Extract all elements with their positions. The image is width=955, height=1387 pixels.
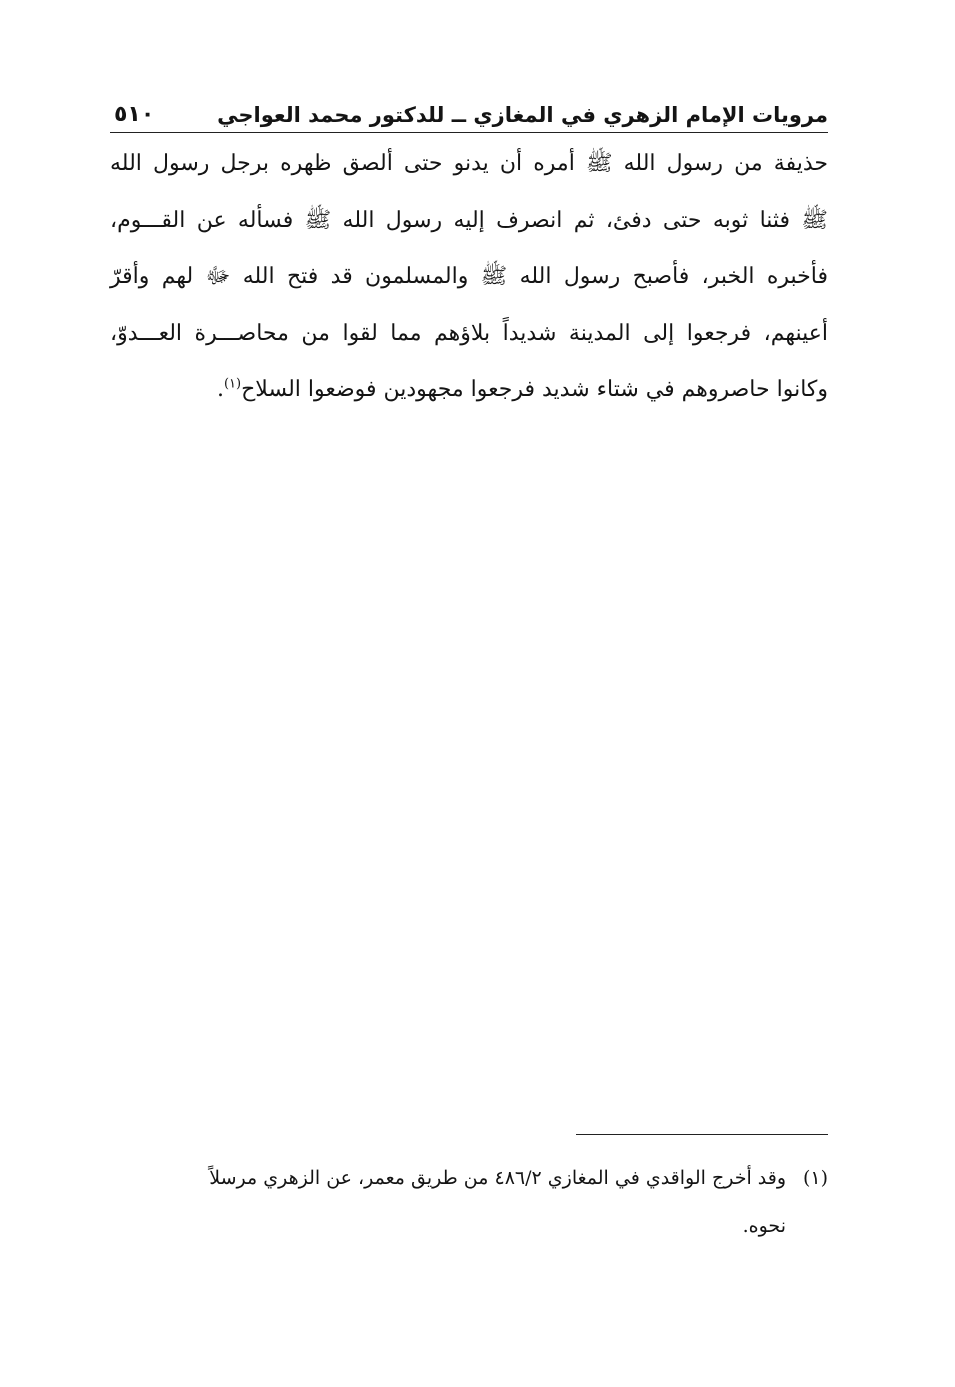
footnote-marker: (١)	[802, 1167, 828, 1189]
main-text	[110, 136, 828, 419]
footnote	[110, 1154, 828, 1250]
page-header	[110, 98, 828, 132]
header-rule	[110, 132, 828, 133]
text-line: وكانوا حاصروهم في شتاء شديد فرجعوا مجهودين فوضعوا السلاح	[241, 377, 828, 402]
text-line-last	[110, 362, 828, 419]
text-line: أعينهم، فرجعوا إلى المدينة شديداً بلاؤهم مما لقوا من محاصـــرة العـــدوّ،	[110, 320, 828, 346]
page-number: ٥١٠	[114, 102, 155, 127]
footnote-line: نحوه.	[742, 1215, 786, 1237]
running-title: مرويات الإمام الزهري في المغازي ــ للدكتور محمد العواجي	[217, 103, 828, 127]
text-line: حذيفة من رسول الله ﷺ أمره أن يدنو حتى ألصق ظهره برجل رسول الله	[110, 151, 828, 176]
footnote-reference: (١)	[223, 376, 242, 392]
text-line: فأخبره الخبر، فأصبح رسول الله ﷺ والمسلمون قد فتح الله ﷻ لهم وأقرّ	[110, 264, 828, 289]
footnote-line	[110, 1154, 828, 1202]
footnote-text: وقد أخرج الواقدي في المغازي ٤٨٦/٢ من طريق معمر، عن الزهري مرسلاً	[209, 1167, 786, 1189]
text-line: ﷺ فثنا ثوبه حتى دفئ، ثم انصرف إليه رسول الله ﷺ فسأله عن القـــوم،	[110, 207, 828, 233]
footnote-rule	[576, 1134, 828, 1135]
end-punctuation: .	[216, 377, 224, 402]
